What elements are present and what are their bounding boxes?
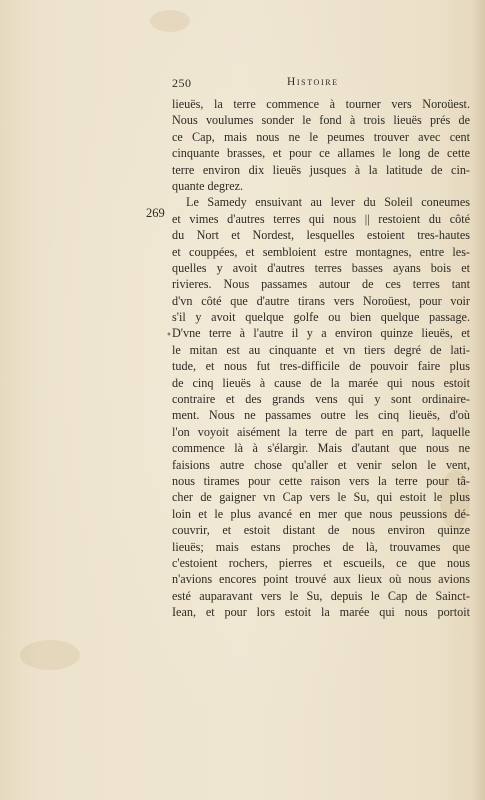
text-line: lieuës; mais estans proches de là, trouvames que xyxy=(172,539,470,554)
text-line: Iean, et pour lors estoit la marée qui nous portoit xyxy=(172,605,470,620)
text-line: terre environ dix lieuës jusques à la latitude de cin- xyxy=(172,162,470,177)
text-line: du Nort et Nordest, lesquelles estoient tres-hautes xyxy=(172,228,470,243)
text-line: couvrir, et estoit distant de nous environ quinze xyxy=(172,523,470,538)
text-line: et vimes d'autres terres qui nous || restoient du côté xyxy=(172,211,470,226)
text-line: contraire et des grands vens qui y sont ordinaire- xyxy=(172,392,470,407)
text-line: Nous voulumes sonder le fond à trois lieuës prés de xyxy=(172,113,470,128)
text-line: tude, et nous fut tres-difficile de pouvoir faire plus xyxy=(172,359,470,374)
text-line: lieuës, la terre commence à tourner vers Noroüest. xyxy=(172,97,470,111)
foxing-stain xyxy=(150,10,190,32)
text-line: le mitan est au cinquante et vn tiers degré de lati- xyxy=(172,342,470,357)
text-line: de cinq lieuës à cause de la marée qui nous estoit xyxy=(172,375,470,390)
body-text xyxy=(172,96,470,621)
text-line: n'avions encores point trouvé aux lieux où nous avions xyxy=(172,572,470,587)
foxing-stain xyxy=(20,640,80,670)
running-head: Histoire xyxy=(287,76,339,88)
text-line: commence là à s'élargir. Mais d'autant que nous ne xyxy=(172,441,470,456)
margin-mark: • xyxy=(166,330,172,341)
text-line: Le Samedy ensuivant au lever du Soleil coneumes xyxy=(186,195,470,210)
page-header xyxy=(172,76,384,94)
text-line: esté auparavant vers le Su, depuis le Cap de Sainct- xyxy=(172,588,470,603)
margin-page-reference: 269 xyxy=(146,206,165,220)
page-edge-shadow xyxy=(471,0,485,800)
text-line: loin et le plus avancé en mer que nous peussions dé- xyxy=(172,506,470,521)
text-line: d'vn côté que d'autre tirans vers Noroüest, pour voir xyxy=(172,293,470,308)
text-line: D'vne terre à l'autre il y a environ quinze lieuës, et xyxy=(172,326,470,341)
text-line: cher de gaigner vn Cap vers le Su, qui estoit le plus xyxy=(172,490,470,505)
text-line: ment. Nous ne passames outre les cinq lieuës, d'où xyxy=(172,408,470,423)
page-number: 250 xyxy=(172,76,192,90)
text-line: nous tirames pour cette raison vers la terre pour tâ- xyxy=(172,473,470,488)
text-line: l'on voyoit aisément la terre de part en part, laquelle xyxy=(172,424,470,439)
text-line: quelles y avoit d'autres terres basses ayans bois et xyxy=(172,260,470,275)
text-line: faisions autre chose qu'aller et venir selon le vent, xyxy=(172,457,470,472)
text-line: c'estoient rochers, pierres et escueils, ce que nous xyxy=(172,555,470,570)
text-line: et couppées, et sembloient estre montagnes, entre les- xyxy=(172,244,470,259)
text-line: ce Cap, mais nous ne le peumes trouver avec cent xyxy=(172,129,470,144)
text-line: s'il y avoit quelque golfe ou bien quelque passage. xyxy=(172,310,470,325)
text-line: quante degrez. xyxy=(172,178,244,193)
text-line: cinquante brasses, et pour ce allames le long de cette xyxy=(172,146,470,161)
text-line: rivieres. Nous passames autour de ces terres tant xyxy=(172,277,470,292)
